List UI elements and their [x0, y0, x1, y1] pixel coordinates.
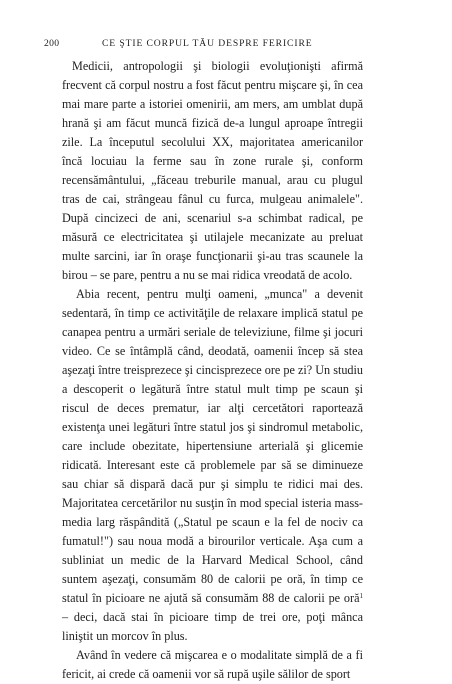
running-title: CE ŞTIE CORPUL TĂU DESPRE FERICIRE	[102, 38, 313, 49]
paragraph-2-text: Abia recent, pentru mulţi oameni, „munca" a devenit sedentară, în timp ce activităţile de relaxare implică statul pe canapea pentru a urmări seriale de televiziune, filme şi jocuri video. Ce se întâmplă când, deodată, oamenii încep să stea aşezaţi între treisprezece şi cincisprezece ore pe zi? Un studiu a descoperit o legătură între statul mult timp pe scaun şi riscul de deces prematur, iar alţi cercetători raportează existenţa unei legături între statul jos şi sindromul metabolic, care include obezitate, hipertensiune arterială şi glicemie ridicată. Interesant este că problemele par să se diminueze sau chiar să dispară dacă pur şi simplu te ridici mai des. Majoritatea cercetărilor nu susţin în mod special isteria mass-media larg răspândită („Statul pe scaun e la fel de nociv ca fumatul!") sau noua modă a birourilor verticale. Aşa cum a subliniat un medic de la Harvard Medical School, când suntem aşezaţi, consumăm 80 de calorii pe oră, în timp ce statul în picioare ne ajută să consumăm 88 de calorii pe oră	[62, 287, 363, 605]
paragraph	[62, 57, 363, 285]
paragraph-2-continuation: – deci, dacă stai în picioare timp de trei ore, poţi mânca liniştit un morcov în plus.	[62, 610, 363, 643]
page-number: 200	[44, 38, 60, 49]
paragraph-1-text: Medicii, antropologii şi biologii evoluţionişti afirmă frecvent că corpul nostru a fost făcut pentru mişcare şi, în cea mai mare parte a istoriei omenirii, am mers, am umblat după hrană şi am făcut muncă fizică de-a lungul aproape întregii zile. La începutul secolului XX, majoritatea americanilor încă locuiau la ferme sau în zone rurale şi, conform recensământului, „făceau treburile manual, arau cu plugul tras de cai, strângeau fânul cu furca, mulgeau animalele". După cincizeci de ani, scenariul s-a schimbat radical, pe măsură ce electricitatea şi utilajele mecanizate au preluat multe sarcini, iar în oraşe funcţionarii şi-au tras scaunele la birou – se pare, pentru a nu se mai ridica vreodată de acolo.	[62, 59, 363, 282]
footnote-reference: 1	[359, 592, 363, 600]
running-header	[44, 38, 408, 52]
paragraph	[62, 646, 363, 684]
paragraph-3-text: Având în vedere că mişcarea e o modalitate simplă de a fi fericit, ai crede că oamenii vor să rupă uşile sălilor de sport	[62, 648, 363, 681]
body-text	[62, 57, 363, 684]
paragraph	[62, 285, 363, 646]
